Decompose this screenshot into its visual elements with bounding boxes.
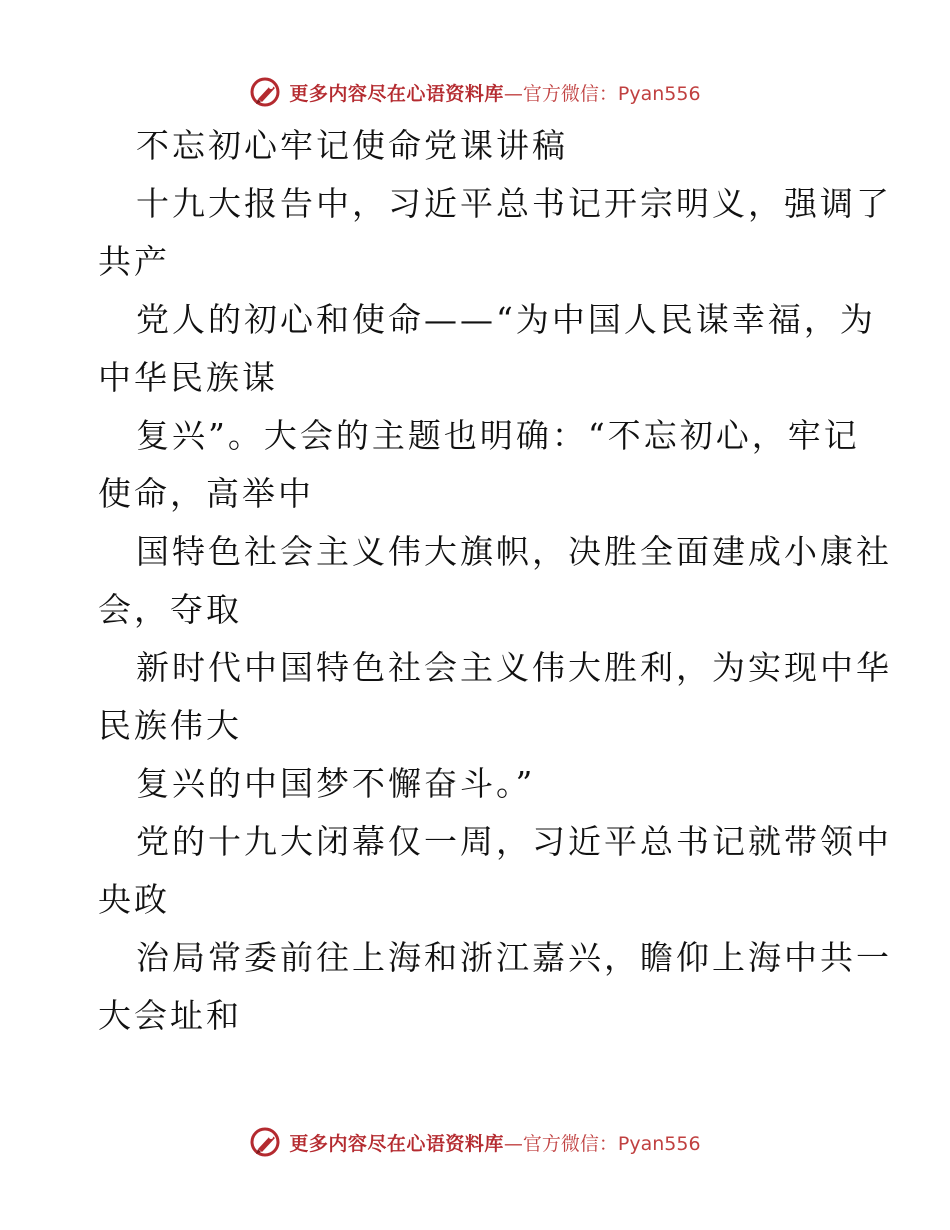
text-line: 共产 bbox=[98, 242, 170, 281]
text-line: 不忘初心牢记使命党课讲稿 bbox=[136, 126, 568, 165]
document-body bbox=[98, 117, 892, 1045]
text-line: 复兴的中国梦不懈奋斗。” bbox=[136, 764, 536, 803]
text-line: 新时代中国特色社会主义伟大胜利，为实现中华 bbox=[136, 648, 892, 687]
text-line: 使命，高举中 bbox=[98, 474, 314, 513]
header-banner bbox=[0, 72, 950, 112]
text-line: 会，夺取 bbox=[98, 590, 242, 629]
text-line: 党的十九大闭幕仅一周，习近平总书记就带领中 bbox=[136, 822, 892, 861]
text-line: 国特色社会主义伟大旗帜，决胜全面建成小康社 bbox=[136, 532, 892, 571]
text-line: 中华民族谋 bbox=[98, 358, 278, 397]
text-line: 央政 bbox=[98, 880, 170, 919]
pen-logo-icon bbox=[249, 75, 283, 109]
text-line: 党人的初心和使命——“为中国人民谋幸福，为 bbox=[136, 300, 876, 339]
text-line: 治局常委前往上海和浙江嘉兴，瞻仰上海中共一 bbox=[136, 938, 892, 977]
header-banner-title: 更多内容尽在心语资料库 bbox=[289, 82, 504, 105]
footer-banner bbox=[0, 1122, 950, 1162]
pen-logo-icon bbox=[249, 1125, 283, 1159]
text-line: 十九大报告中，习近平总书记开宗明义，强调了 bbox=[136, 184, 892, 223]
header-banner-wechat: —官方微信：Pyan556 bbox=[503, 82, 701, 105]
text-line: 民族伟大 bbox=[98, 706, 242, 745]
text-line: 复兴”。大会的主题也明确：“不忘初心，牢记 bbox=[136, 416, 860, 455]
footer-banner-wechat: —官方微信：Pyan556 bbox=[503, 1132, 701, 1155]
text-line: 大会址和 bbox=[98, 996, 242, 1035]
footer-banner-title: 更多内容尽在心语资料库 bbox=[289, 1132, 504, 1155]
